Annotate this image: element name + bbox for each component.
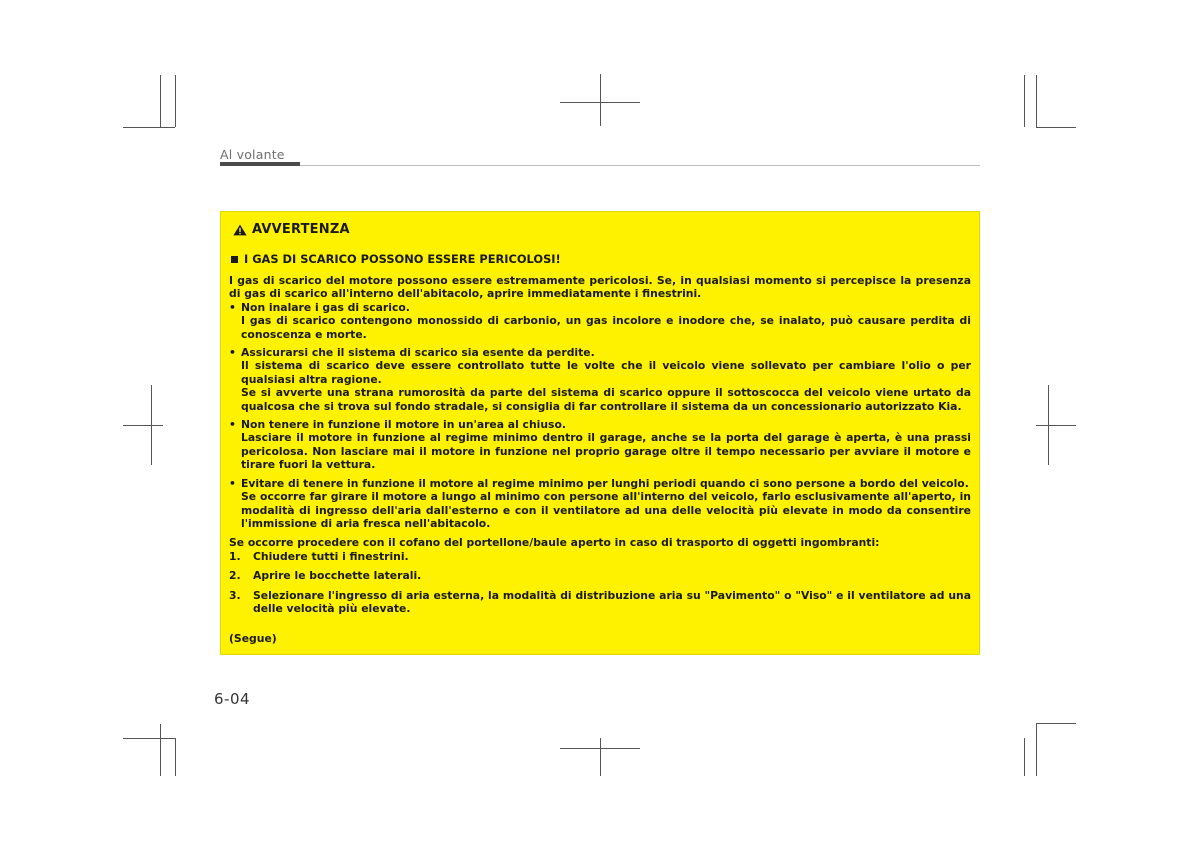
warning-box [220,211,980,655]
step-number: 2. [229,569,241,583]
bullet-item [229,477,971,531]
bullet-text: Se occorre far girare il motore a lungo al minimo con persone all'interno del veicolo, farlo esclusivamente all'aperto, in modalità di ingresso dell'aria dall'esterno e con il ventilatore ad una delle velocità più elevate in modo da consentire l'immissione di aria fresca nell'abitacolo. [241,490,971,530]
crop-mark [160,75,161,127]
bullet-text: Il sistema di scarico deve essere controllato tutte le volte che il veicolo viene sollevato per cambiare l'olio o per qualsiasi altra ragione. [241,359,971,386]
square-bullet-icon [231,256,238,263]
step-text: Chiudere tutti i finestrini. [253,549,409,563]
crop-mark [1024,75,1025,127]
step-text: Aprire le bocchette laterali. [253,569,422,583]
crop-mark [123,127,175,128]
bullet-heading: Assicurarsi che il sistema di scarico sia esente da perdite. [241,346,595,360]
step-item [229,569,971,582]
crop-mark [1036,75,1037,127]
bullet-item [229,301,971,341]
page-number: 6-04 [214,690,251,708]
bullet-heading: Evitare di tenere in funzione il motore al regime minimo per lunghi periodi quando ci sono persone a bordo del veicolo. [241,476,969,490]
steps-list [229,550,971,616]
step-item [229,550,971,563]
crop-mark [175,75,176,127]
crop-mark [560,748,640,749]
crop-mark [560,102,640,103]
warning-triangle-icon [233,224,247,236]
bullet-item [229,418,971,472]
bullet-marker: • [229,300,236,314]
bullet-item [229,346,971,413]
crop-mark [1036,724,1037,776]
bullet-text: Lasciare il motore in funzione al regime minimo dentro il garage, anche se la porta del garage è aperta, è una prassi pericolosa. Non lasciare mai il motore in funzione nel proprio garage oltre il tempo necessario per avviare il motore e tirare fuori la vettura. [241,431,971,472]
step-item [229,589,971,616]
continued-label: (Segue) [229,632,277,646]
crop-mark [1036,425,1076,426]
header-accent-bar [220,162,300,166]
warning-title: AVVERTENZA [252,222,350,237]
crop-mark [600,738,601,776]
crop-mark [600,74,601,126]
steps-intro: Se occorre procedere con il cofano del portellone/baule aperto in caso di trasporto di oggetti ingombranti: [229,536,880,550]
crop-mark [1036,723,1076,724]
bullet-text: Se si avverte una strana rumorosità da parte del sistema di scarico oppure il sottoscocca del veicolo viene urtato da qualcosa che si trova sul fondo stradale, si consiglia di far controllare il sistema da un concessionario autorizzato Kia. [241,386,971,413]
crop-mark [1024,738,1025,776]
warning-section-title: I GAS DI SCARICO POSSONO ESSERE PERICOLOSI! [244,252,561,266]
crop-mark [123,425,163,426]
bullet-heading: Non inalare i gas di scarico. [241,300,410,314]
step-text: Selezionare l'ingresso di aria esterna, la modalità di distribuzione aria su "Pavimento" o "Viso" e il ventilatore ad una delle velocità più elevate. [253,588,971,615]
step-number: 1. [229,549,241,563]
warning-section-heading [231,252,971,266]
crop-mark [123,738,175,739]
bullet-marker: • [229,418,236,432]
bullet-marker: • [229,346,236,360]
crop-mark [1036,127,1076,128]
section-header: Al volante [220,147,285,162]
header-rule [300,165,980,166]
bullet-heading: Non tenere in funzione il motore in un'area al chiuso. [241,418,566,432]
bullet-marker: • [229,476,236,490]
crop-mark [160,724,161,776]
step-number: 3. [229,588,241,602]
crop-mark [175,738,176,776]
bullet-text: I gas di scarico contengono monossido di carbonio, un gas incolore e inodore che, se inalato, può causare perdita di conoscenza e morte. [241,314,971,341]
warning-heading [233,222,971,237]
warning-bullet-list [229,301,971,531]
warning-intro: I gas di scarico del motore possono essere estremamente pericolosi. Se, in qualsiasi momento si percepisce la presenza di gas di scarico all'interno dell'abitacolo, aprire immediatamente i finestrini. [229,274,971,301]
